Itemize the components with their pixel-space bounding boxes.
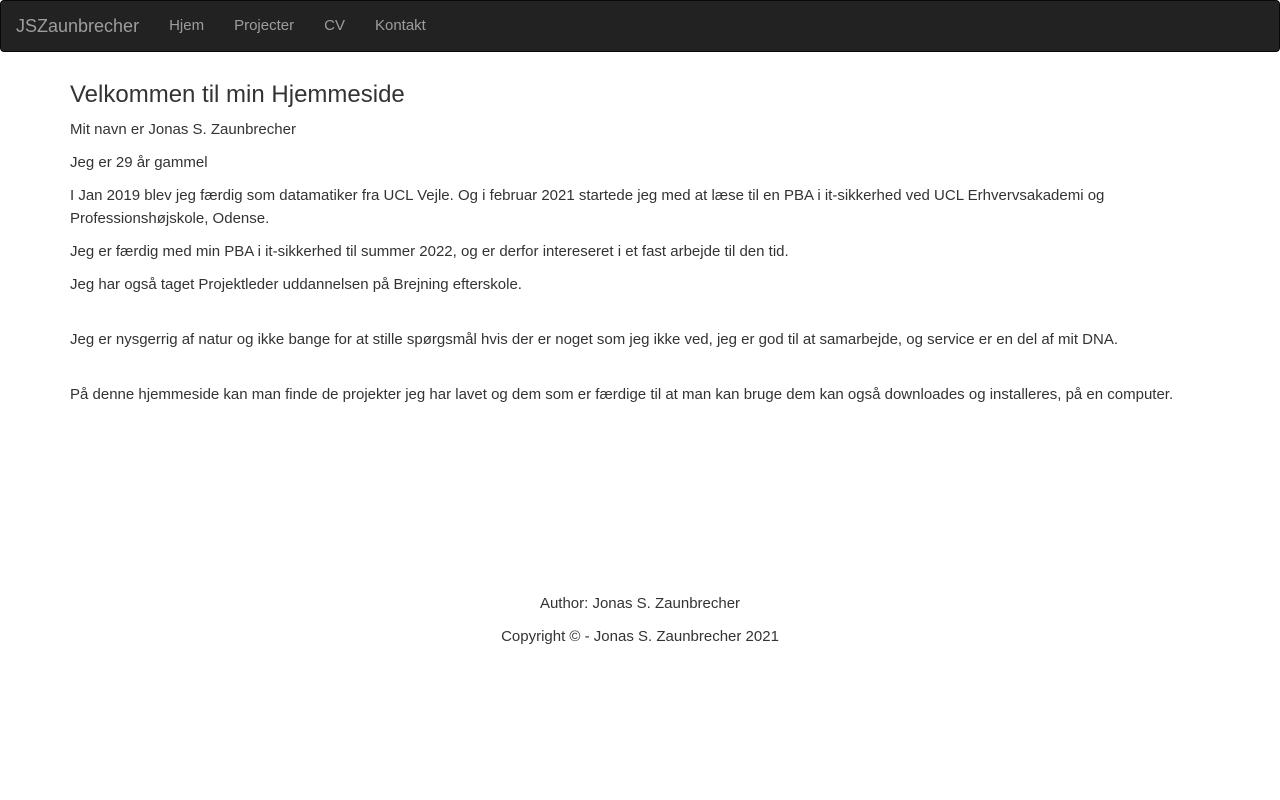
- intro-pba: Jeg er færdig med min PBA i it-sikkerhed til summer 2022, og er derfor intereseret i et fast arbejde til den tid.: [70, 243, 789, 260]
- nav-item-projecter: [219, 1, 309, 51]
- spacer: [70, 306, 1210, 328]
- main-content: [70, 80, 1210, 416]
- nav-item-kontakt: [360, 1, 441, 51]
- brand-link[interactable]: JSZaunbrecher: [16, 16, 140, 36]
- intro-age: Jeg er 29 år gammel: [70, 154, 208, 171]
- nav-link-hjem[interactable]: Hjem: [169, 17, 205, 34]
- page-title: Velkommen til min Hjemmeside: [70, 81, 405, 108]
- nav-menu: [154, 1, 441, 51]
- navbar: [0, 0, 1280, 52]
- intro-site: På denne hjemmeside kan man finde de projekter jeg har lavet og dem som er færdige til at man kan bruge dem kan også downloades og installeres, på en computer.: [70, 386, 1174, 403]
- nav-link-kontakt[interactable]: Kontakt: [374, 17, 426, 34]
- intro-education: I Jan 2019 blev jeg færdig som datamatiker fra UCL Vejle. Og i februar 2021 startede jeg med at læse til en PBA i it-sikkerhed ved UCL Erhvervsakademi og Professionshøjskole, Odense.: [70, 187, 1105, 227]
- nav-item-hjem: [154, 1, 219, 51]
- footer-copyright: Copyright © - Jonas S. Zaunbrecher 2021: [501, 628, 779, 645]
- spacer: [70, 361, 1210, 383]
- nav-item-cv: [309, 1, 360, 51]
- footer: [0, 592, 1280, 658]
- intro-projektleder: Jeg har også taget Projektleder uddannelsen på Brejning efterskole.: [70, 276, 522, 293]
- intro-name: Mit navn er Jonas S. Zaunbrecher: [70, 121, 296, 138]
- nav-link-projecter[interactable]: Projecter: [234, 17, 295, 34]
- footer-author: Author: Jonas S. Zaunbrecher: [539, 595, 741, 612]
- intro-personality: Jeg er nysgerrig af natur og ikke bange for at stille spørgsmål hvis der er noget som jeg ikke ved, jeg er god til at samarbejde, og service er en del af mit DNA.: [70, 331, 1119, 348]
- nav-link-cv[interactable]: CV: [324, 17, 345, 34]
